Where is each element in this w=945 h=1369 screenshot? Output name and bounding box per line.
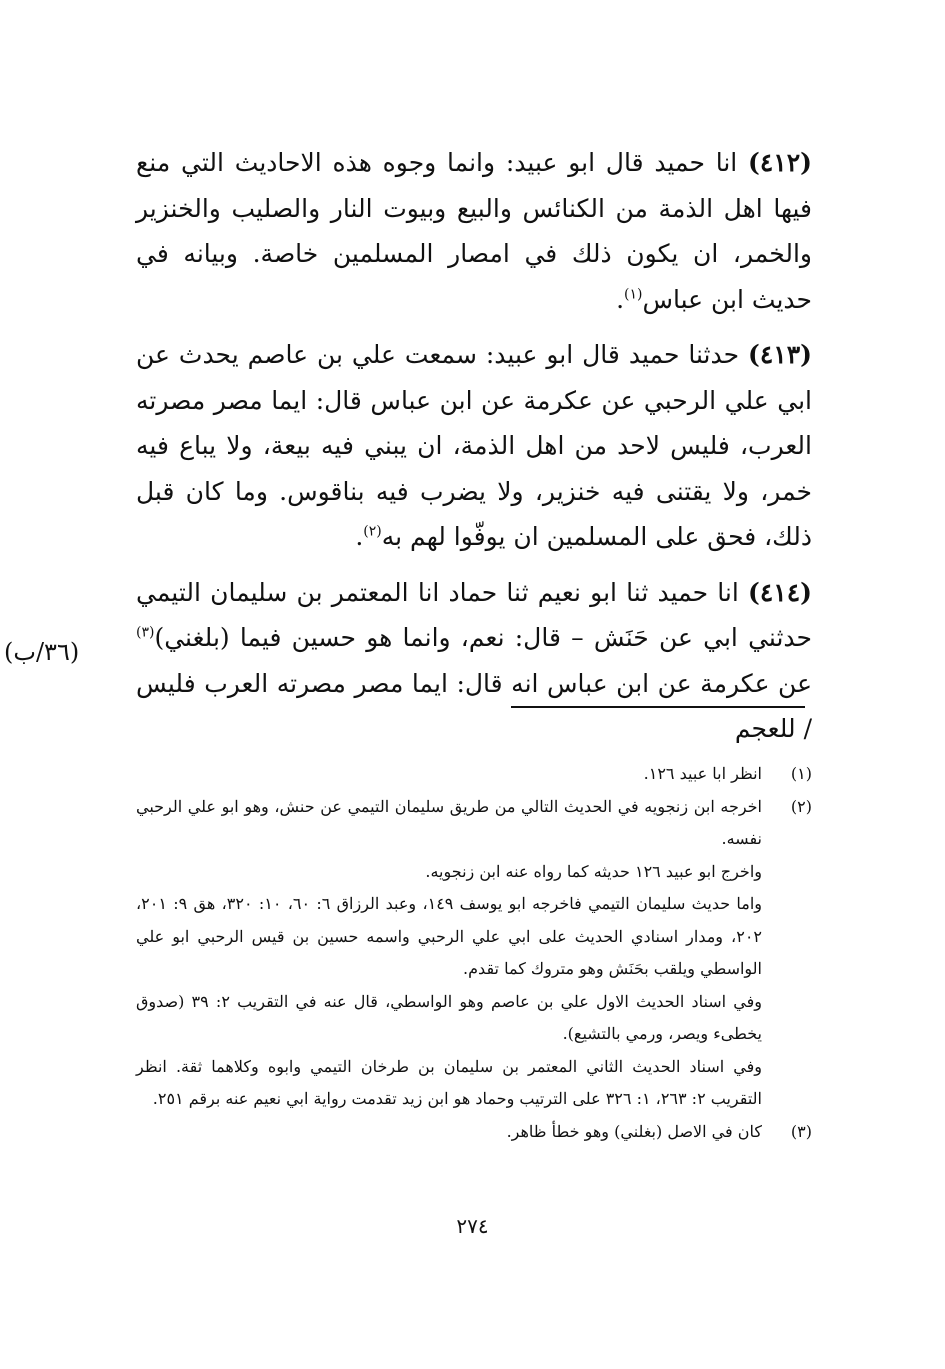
footnote-marker: (٢) (363, 523, 382, 540)
footnote-line: كان في الاصل (بغلني) وهو خطأ ظاهر. (506, 1121, 762, 1141)
footnote-text (136, 1116, 762, 1149)
hadith-number: (٤١٤) (748, 577, 812, 607)
footnote-number: (٢) (790, 796, 812, 816)
paragraph-tail: . (355, 522, 364, 551)
footnote-line: وفي اسناد الحديث الثاني المعتمر بن سليمان بن طرخان التيمي وابوه وكلاهما ثقة. انظر التقريب ٢: ٢٦٣، ١: ٣٢٦ على الترتيب وحماد هو ابن زيد تقدمت رواية ابي نعيم عنه برقم ٢٥١. (136, 1056, 762, 1108)
footnote-number: (٣) (790, 1121, 812, 1141)
footnote-marker: (٣) (136, 624, 155, 641)
footnote-text (136, 758, 762, 791)
footnote-divider (511, 706, 805, 708)
paragraph-text: انا حميد قال ابو عبيد: وانما وجوه هذه الاحاديث التي منع فيها اهل الذمة من الكنائس والبيع وبيوت النار والصليب والخنزير والخمر، ان يكون ذلك في امصار المسلمين خاصة. وبيانه في حديث ابن عباس (136, 148, 812, 314)
footnote-line: وفي اسناد الحديث الاول علي بن عاصم وهو الواسطي، قال عنه في التقريب ٢: ٣٩ (صدوق يخطىء ويصر، ورمي بالتشيع). (136, 991, 763, 1043)
paragraph-text: حدثنا حميد قال ابو عبيد: سمعت علي بن عاصم يحدث عن ابي علي الرحبي عن عكرمة عن ابن عباس قال: ايما مصر مصرته العرب، فليس لاحد من اهل الذمة، ان يبني فيه بيعة، ولا يباع فيه خمر، ولا يقتنى فيه خنزير، ولا يضرب فيه بناقوس. وما كان قبل ذلك، فحق على المسلمين ان يوفّوا لهم به (136, 340, 812, 551)
footnote-line: انظر ابا عبيد ١٢٦. (643, 764, 762, 783)
main-text (136, 140, 812, 762)
page-number: ٢٧٤ (456, 1214, 489, 1238)
footnote-line: واخرج ابو عبيد ١٢٦ حديثه كما رواه عنه ابن زنجويه. (425, 861, 762, 881)
manuscript-folio-ref: (٣٦/ب) (4, 638, 80, 666)
hadith-number: (٤١٣) (748, 340, 812, 369)
footnote-2 (136, 791, 812, 1116)
footnotes (136, 758, 812, 1148)
paragraph-412 (136, 140, 812, 322)
paragraph-tail: عن عكرمة عن ابن عباس انه قال: ايما مصر مصرته العرب فليس / للعجم (136, 668, 812, 743)
footnote-marker: (١) (624, 286, 643, 303)
hadith-number: (٤١٢) (748, 148, 812, 177)
footnote-1 (136, 758, 812, 791)
footnote-line: اخرجه ابن زنجويه في الحديث التالي من طريق سليمان التيمي عن حنش، وهو ابو علي الرحبي نفسه. (136, 796, 763, 848)
paragraph-414 (136, 570, 812, 752)
paragraph-text: انا حميد ثنا ابو نعيم ثنا حماد انا المعتمر بن سليمان التيمي حدثني ابي عن حَنَش – قال: نعم، وانما هو حسين فيما (بلغني) (136, 577, 812, 652)
footnote-number: (١) (790, 764, 812, 783)
footnote-line: واما حديث سليمان التيمي فاخرجه ابو يوسف ١٤٩، وعبد الرزاق ٦: ٦٠، ١٠: ٣٢٠، هق ٩: ٢٠١، ٢٠٢، ومدار اسنادي الحديث على ابي علي الرحبي واسمه حسين بن قيس الرحبي ابو علي الواسطي ويلقب بحَنَش وهو متروك كما تقدم. (136, 894, 763, 978)
paragraph-413 (136, 332, 812, 560)
paragraph-tail: . (616, 284, 625, 314)
footnote-text (136, 791, 762, 1116)
footnote-3 (136, 1116, 812, 1149)
